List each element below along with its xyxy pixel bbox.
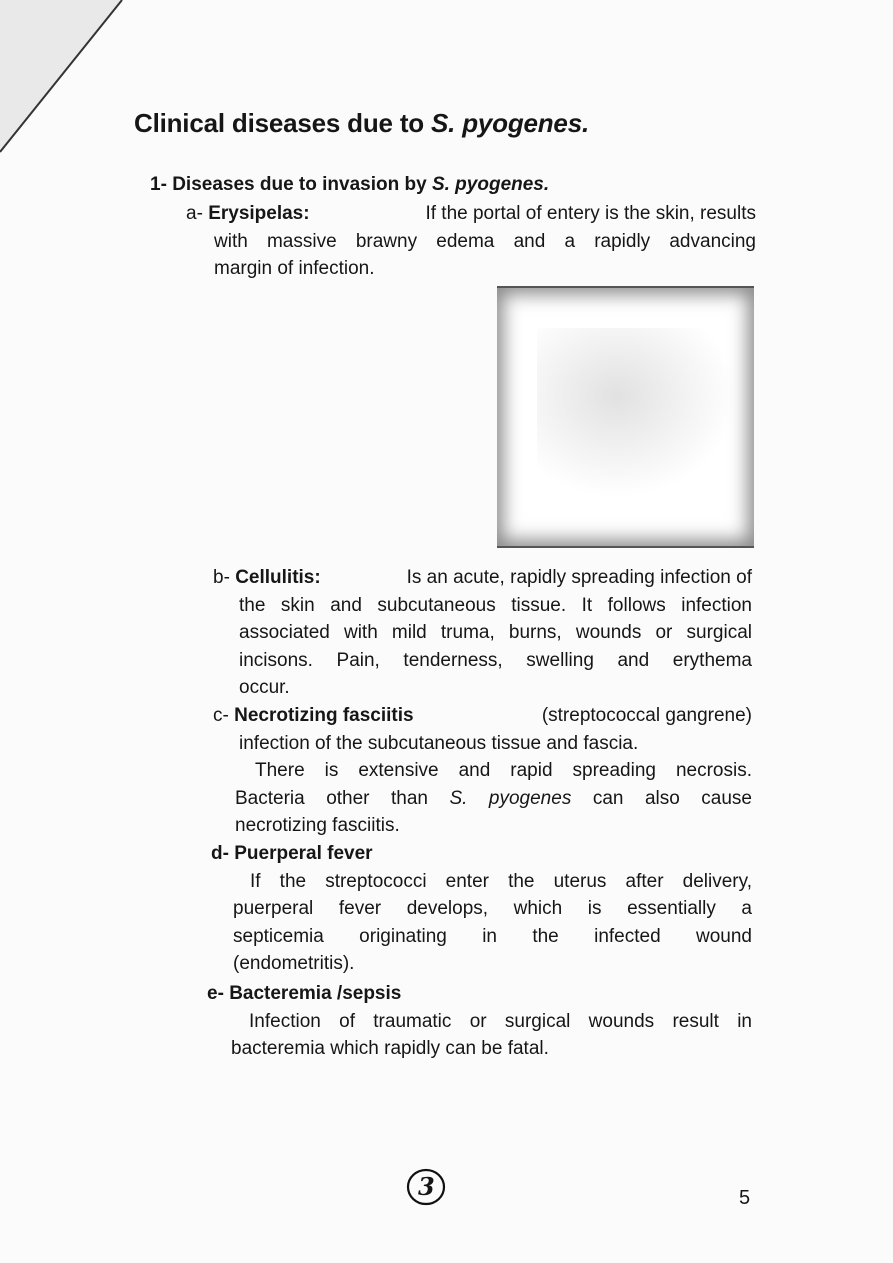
erysipelas-photo — [497, 286, 754, 548]
page-number: 5 — [739, 1187, 751, 1209]
item-puerperal-fever: d- Puerperal fever If the streptococci enter the uterus after delivery, puerperal fever develops, which is essentially a septicemia originating in the infected wound (endometritis). — [211, 843, 752, 974]
page-fold-shadow — [0, 0, 140, 160]
page-title: Clinical diseases due to S. pyogenes. — [134, 108, 589, 138]
handwritten-page-number: 3 — [405, 1165, 451, 1216]
item-erysipelas: a- Erysipelas: If the portal of entery is the skin, results with massive brawny edema and a rapidly advancing margin of infection. — [186, 203, 756, 279]
item-necrotizing-fasciitis: c- Necrotizing fasciitis (streptococcal gangrene) infection of the subcutaneous tissue and fascia. There is extensive and rapid spreading necrosis. Bacteria other than S. pyogenes can also cause necrotizing fasciitis. — [213, 705, 752, 836]
item-bacteremia-sepsis: e- Bacteremia /sepsis Infection of traumatic or surgical wounds result in bacteremia which rapidly can be fatal. — [207, 983, 752, 1059]
item-cellulitis: b- Cellulitis: Is an acute, rapidly spreading infection of the skin and subcutaneous tissue. It follows infection associated with mild truma, burns, wounds or surgical incisons. Pain, tenderness, swelling and erythema occur. — [213, 567, 752, 698]
section-heading-invasion: 1- Diseases due to invasion by S. pyogenes. — [150, 174, 550, 195]
